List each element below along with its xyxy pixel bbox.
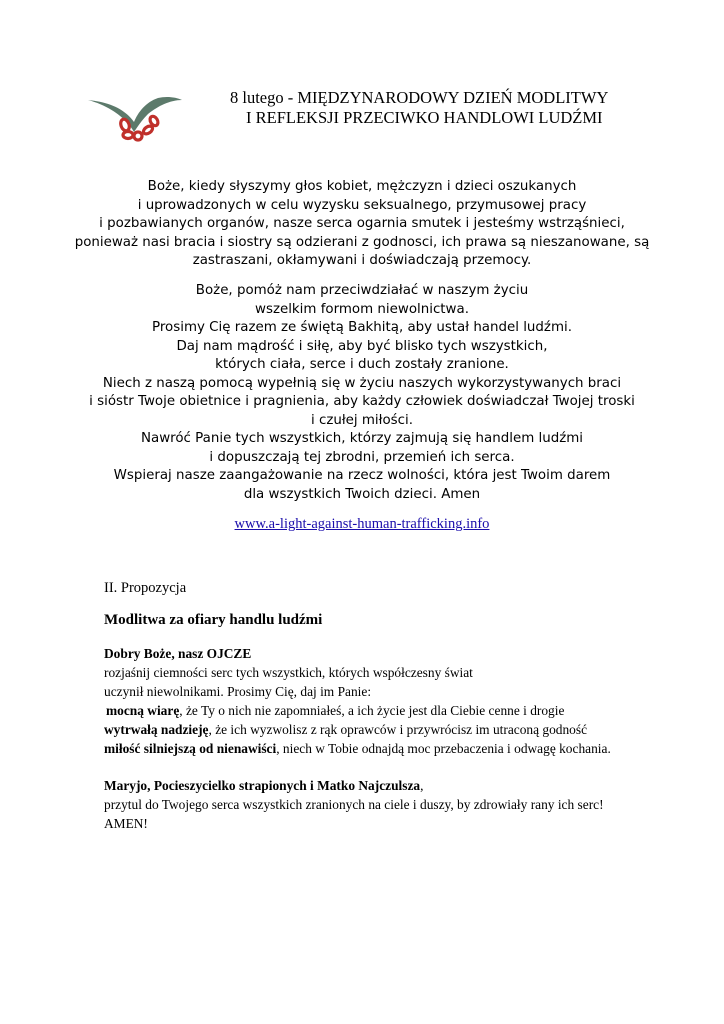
text-line: i czułej miłości. (311, 412, 413, 428)
prayer-paragraph-1 (20, 178, 704, 271)
header-line-1: 8 lutego - MIĘDZYNARODOWY DZIEŃ MODLITWY (230, 88, 609, 107)
text-span: , że Ty o nich nie zapomniałeś, a ich życie jest dla Ciebie cenne i drogie (179, 703, 565, 718)
text-span: , niech w Tobie odnajdą moc przebaczenia i odwagę kochania. (276, 741, 611, 756)
text-line: rozjaśnij ciemności serc tych wszystkich, których współczesny świat (104, 665, 473, 680)
text-line: Nawróć Panie tych wszystkich, którzy zajmują się handlem ludźmi (140, 431, 583, 446)
bold-phrase: miłość silniejszą od nienawiści (104, 741, 277, 756)
text-line: Boże, pomóż nam przeciwdziałać w naszym życiu (195, 283, 529, 298)
text-line: wszelkim formom niewolnictwa. (255, 301, 469, 317)
text-line: i pozbawianych organów, nasze serca ogarnia smutek i jesteśmy wstrząśnieci, (99, 216, 625, 231)
website-link[interactable]: www.a-light-against-human-trafficking.info (234, 516, 490, 532)
text-line: których ciała, serce i duch zostały zranione. (215, 357, 509, 372)
text-line (104, 701, 704, 720)
bold-phrase: Maryjo, Pocieszycielko strapionych i Matko Najczulsza (104, 778, 421, 793)
bold-phrase: mocną wiarę (106, 703, 180, 718)
amen-line: AMEN! (104, 816, 148, 831)
text-line: Niech z naszą pomocą wypełnią się w życiu naszych wykorzystywanych braci (102, 375, 622, 391)
text-line (104, 776, 704, 795)
prayer-2-intro: Dobry Boże, nasz OJCZE (104, 646, 252, 661)
text-line: Wspieraj nasze zaangażowanie na rzecz wolności, która jest Twoim darem (113, 468, 611, 483)
website-link-container (0, 516, 724, 533)
text-line: dla wszystkich Twoich dzieci. Amen (243, 486, 481, 502)
text-line (104, 739, 704, 758)
text-line: i uprowadzonych w celu wyzysku seksualnego, przymusowej pracy (137, 197, 587, 213)
header-line-2: I REFLEKSJI PRZECIWKO HANDLOWI LUDŹMI (246, 108, 603, 127)
swallow-chain-logo (86, 92, 186, 142)
section-title: Modlitwa za ofiary handlu ludźmi (104, 612, 323, 628)
text-line: Boże, kiedy słyszymy głos kobiet, mężczyzn i dzieci oszukanych (147, 179, 577, 194)
text-line: uczynił niewolnikami. Prosimy Cię, daj im Panie: (104, 684, 372, 699)
text-line (104, 720, 704, 739)
logo-wing (88, 97, 182, 132)
text-line: przytul do Twojego serca wszystkich zranionych na ciele i duszy, by zdrowiały rany ich serc! (104, 797, 604, 812)
prayer-paragraph-2 (20, 282, 704, 504)
text-line: i sióstr Twoje obietnice i pragnienia, aby każdy człowiek doświadczał Twojej troski (89, 394, 635, 409)
section-heading: II. Propozycja (104, 580, 187, 596)
spacer (104, 758, 704, 776)
text-span: , że ich wyzwolisz z rąk oprawców i przywrócisz im utraconą godność (208, 722, 588, 737)
document-header (196, 88, 666, 128)
bold-phrase: wytrwałą nadzieję (104, 722, 209, 737)
text-line: ponieważ nasi bracia i siostry są odzierani z godnosci, ich prawa są nieszanowane, są (74, 234, 650, 250)
text-line: i dopuszczają tej zbrodni, przemień ich serca. (209, 449, 515, 465)
text-line: Prosimy Cię razem ze świętą Bakhitą, aby ustał handel ludźmi. (152, 320, 572, 335)
text-line: zastraszani, okłamywani i doświadczają przemocy. (192, 253, 532, 268)
text-span: , (420, 778, 424, 793)
prayer-2 (104, 644, 704, 833)
text-line: Daj nam mądrość i siłę, aby być blisko tych wszystkich, (176, 338, 548, 354)
